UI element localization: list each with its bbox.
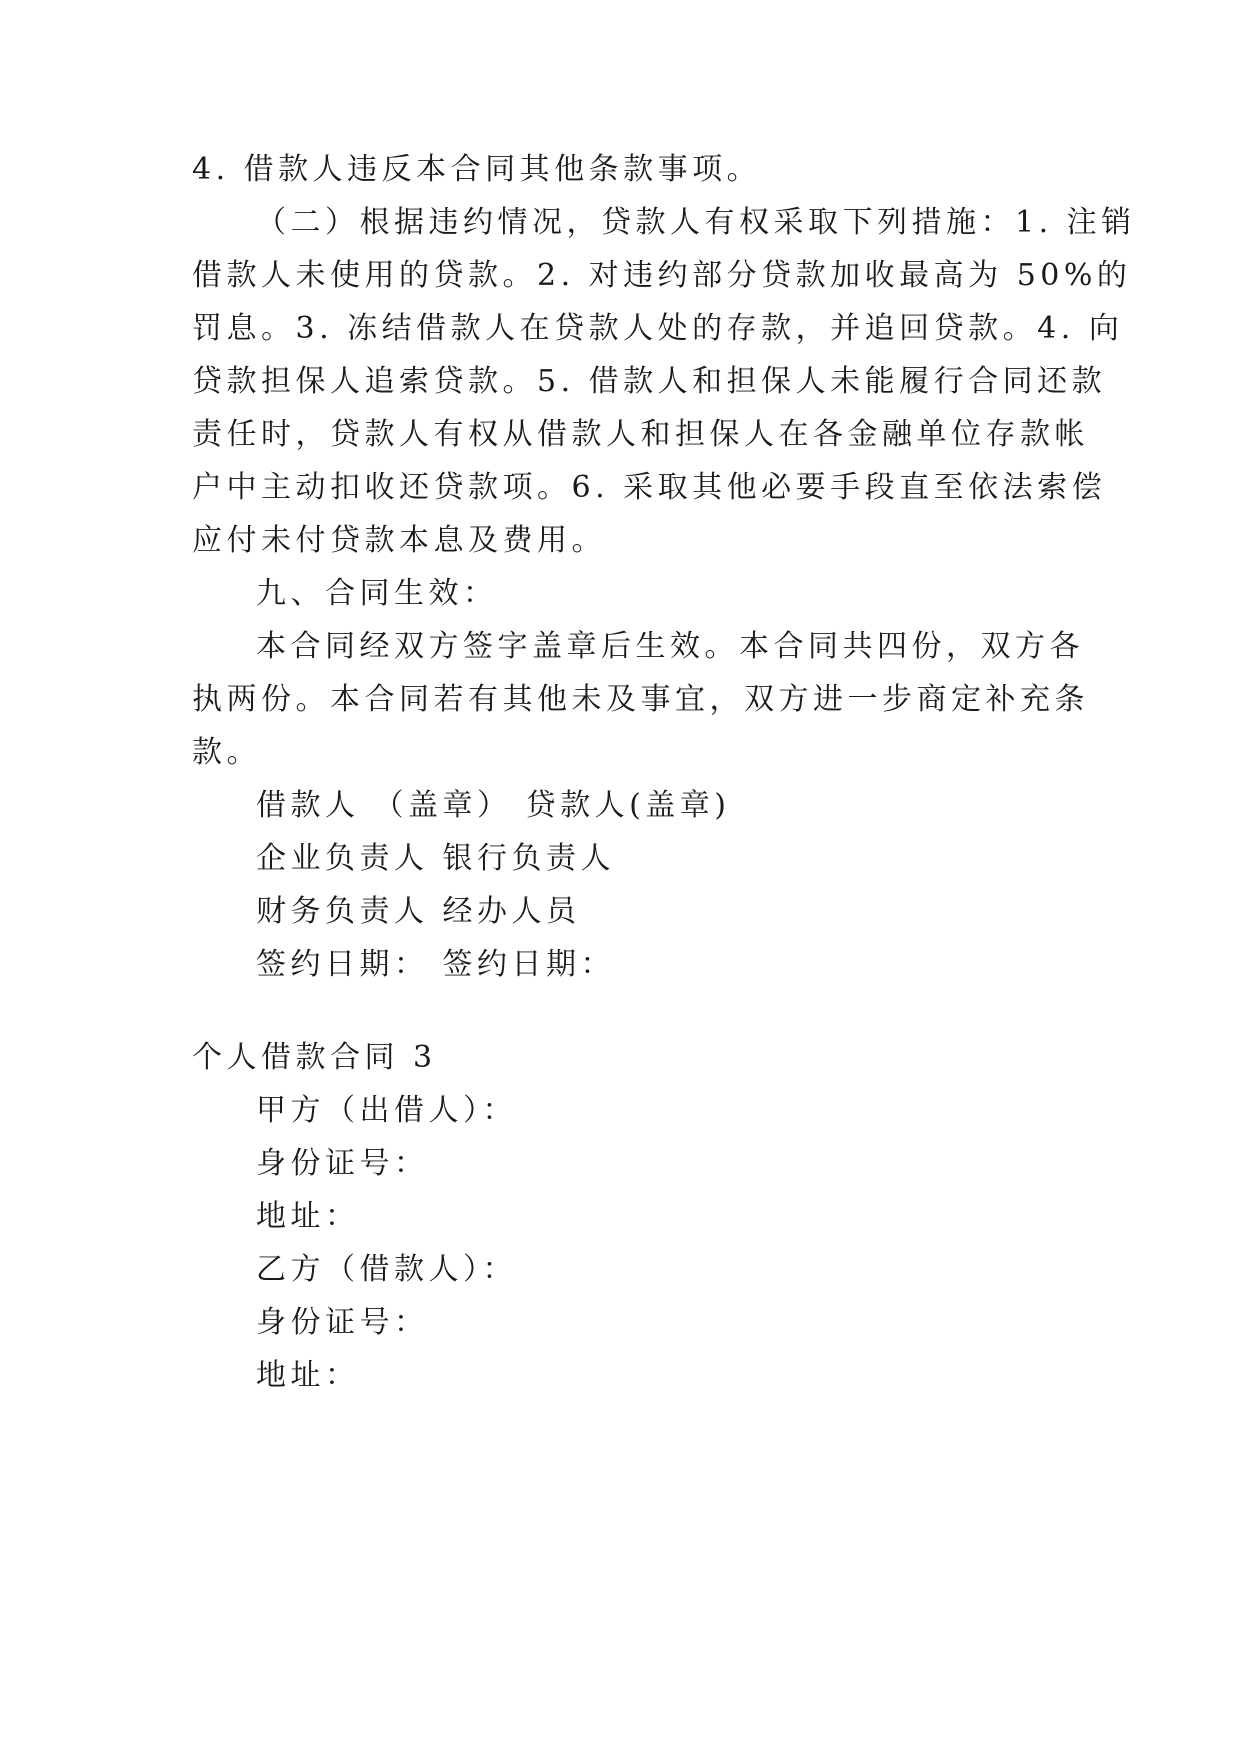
party-a-id-label: 身份证号： bbox=[256, 1146, 429, 1181]
clause-2-remedies-line-6: 户中主动扣收还贷款项。6. 采取其他必要手段直至依法索偿 bbox=[192, 470, 1107, 505]
section-9-text-line-3: 款。 bbox=[192, 735, 261, 770]
clause-2-remedies-line-5: 责任时，贷款人有权从借款人和担保人在各金融单位存款帐 bbox=[192, 417, 1089, 452]
party-a-address-label: 地址： bbox=[256, 1199, 360, 1234]
signature-responsible-line: 企业负责人 银行负责人 bbox=[256, 841, 616, 876]
section-9-heading: 九、合同生效： bbox=[256, 576, 498, 611]
party-b-address-label: 地址： bbox=[256, 1358, 360, 1393]
signature-date-line: 签约日期： 签约日期： bbox=[256, 947, 616, 982]
clause-2-remedies-line-1: （二）根据违约情况，贷款人有权采取下列措施：1. 注销 bbox=[256, 205, 1136, 240]
party-a-lender-label: 甲方（出借人）： bbox=[256, 1093, 517, 1128]
signature-finance-line: 财务负责人 经办人员 bbox=[256, 894, 581, 929]
clause-2-remedies-line-4: 贷款担保人追索贷款。5. 借款人和担保人未能履行合同还款 bbox=[192, 364, 1107, 399]
section-9-text-line-2: 执两份。本合同若有其他未及事宜，双方进一步商定补充条 bbox=[192, 682, 1089, 717]
signature-seal-line: 借款人 （盖章） 贷款人(盖章) bbox=[256, 788, 731, 823]
party-b-borrower-label: 乙方（借款人）： bbox=[256, 1252, 517, 1287]
contract-3-title: 个人借款合同 3 bbox=[192, 1040, 437, 1075]
section-9-text-line-1: 本合同经双方签字盖章后生效。本合同共四份，双方各 bbox=[256, 629, 1084, 664]
clause-2-remedies-line-7: 应付未付贷款本息及费用。 bbox=[192, 523, 606, 558]
clause-2-remedies-line-2: 借款人未使用的贷款。2. 对违约部分贷款加收最高为 50%的 bbox=[192, 258, 1132, 293]
party-b-id-label: 身份证号： bbox=[256, 1305, 429, 1340]
clause-2-remedies-line-3: 罚息。3. 冻结借款人在贷款人处的存款，并追回贷款。4. 向 bbox=[192, 311, 1124, 346]
clause-4-breach-other-terms: 4. 借款人违反本合同其他条款事项。 bbox=[192, 152, 762, 187]
